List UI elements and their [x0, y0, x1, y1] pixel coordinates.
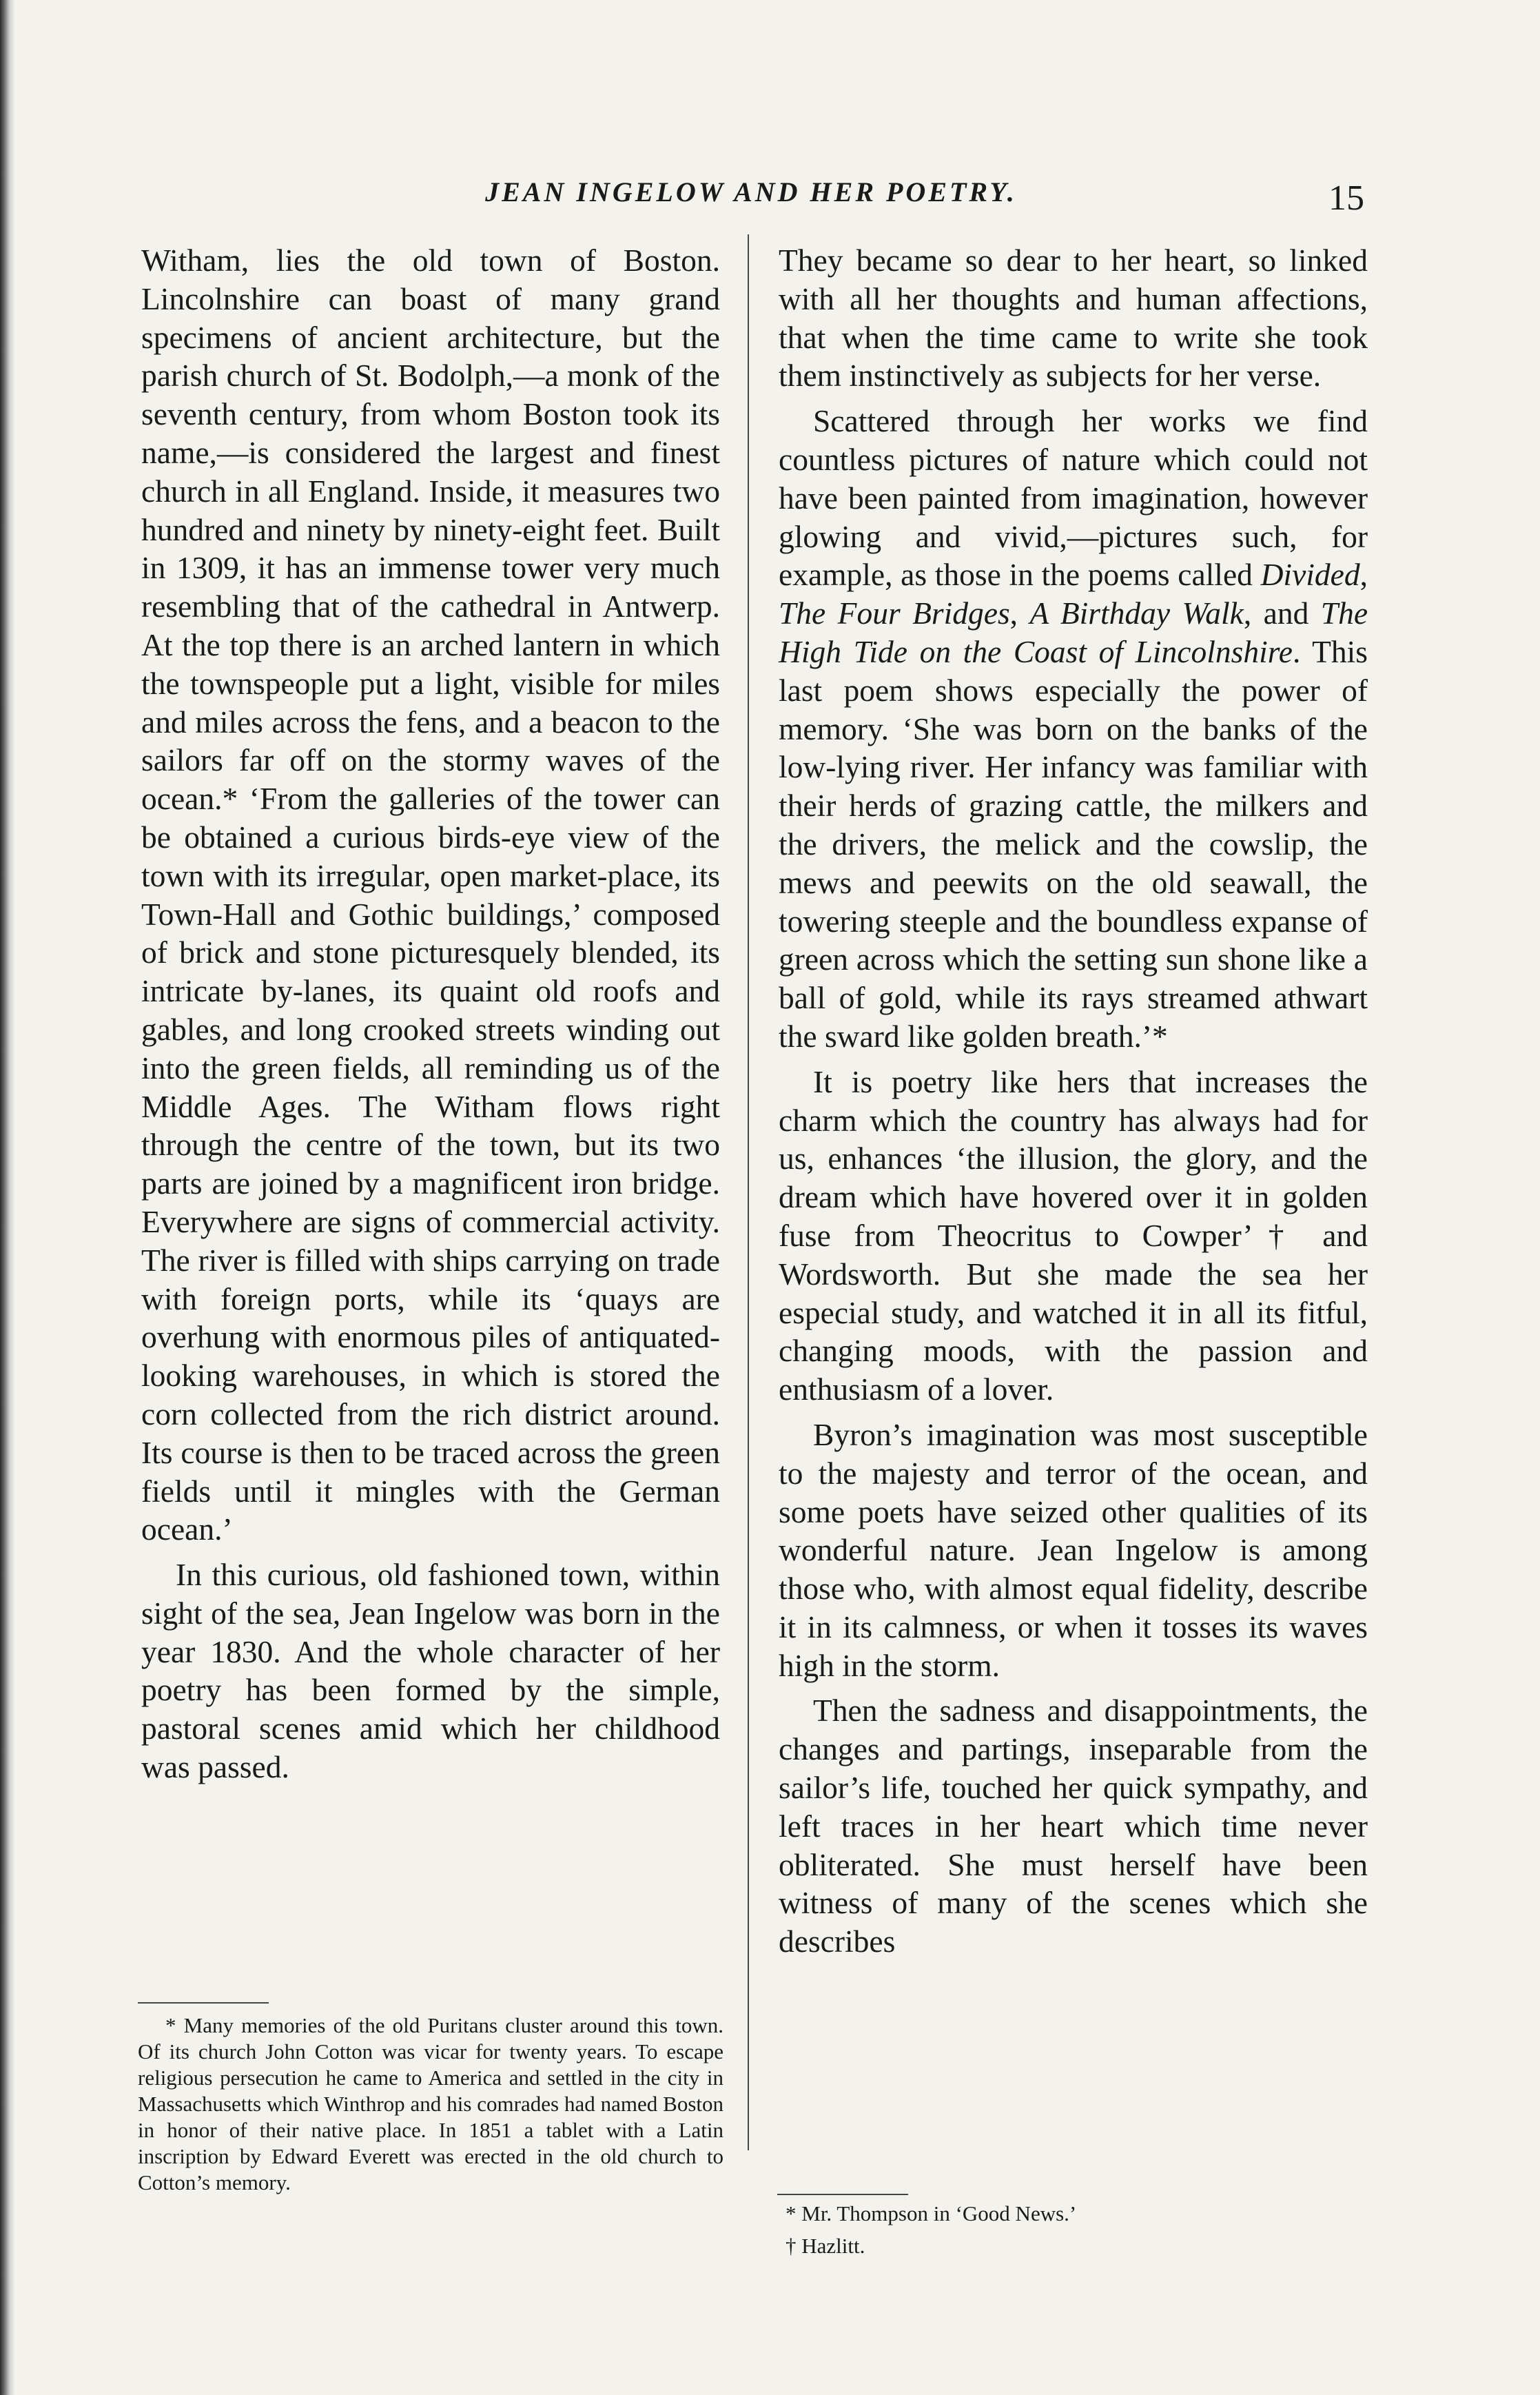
- right-paragraph-3: It is poetry like hers that increases the charm which the country has always had for us, enhances ‘the illusion, the glory, and the dream which have hovered over it in golden fuse from Theocritus to Cowper’† and Wordsworth. But she made the sea her especial study, and watched it in all its fitful, changing moods, with the passion and enthusiasm of a lover.: [779, 1063, 1368, 1407]
- paragraph-text: . This last poem shows especially the power of memory. ‘She was born on the banks of the low-lying river. Her infancy was familiar with their herds of grazing cattle, the milkers and the drivers, the melick and the cowslip, the mews and peewits on the old seawall, the towering steeple and the boundless expanse of green across which the setting sun shone like a ball of gold, while its rays streamed athwart the sward like golden breath.’*: [779, 633, 1368, 1054]
- right-paragraph-5: Then the sadness and disappointments, the changes and partings, inseparable from the sailor’s life, touched her quick sympathy, and left traces in her heart which time never obliterated. She must herself have been witness of many of the scenes which she describes: [779, 1693, 1368, 1959]
- page-number: 15: [1328, 179, 1364, 218]
- right-paragraph-2: [779, 402, 1368, 1056]
- column-divider: [748, 234, 749, 2150]
- footnote-rule-right: [777, 2194, 908, 2195]
- footnote-rule-left: [138, 2002, 269, 2004]
- left-column: [141, 241, 720, 1786]
- page-binding-edge: [0, 0, 15, 2395]
- running-header: JEAN INGELOW AND HER POETRY.: [485, 176, 1017, 207]
- footnote-right-2: † Hazlitt.: [786, 2234, 865, 2258]
- right-paragraph-1: They became so dear to her heart, so linked with all her thoughts and human affections, that when the time came to write she took them instinctively as subjects for her verse.: [779, 243, 1368, 394]
- separator: , and: [1243, 595, 1321, 631]
- poem-title-four-bridges: The Four Bridges: [779, 595, 1010, 631]
- poem-title-birthday-walk: A Birthday Walk: [1029, 595, 1244, 631]
- right-column: [779, 241, 1368, 1961]
- footnote-right-1: * Mr. Thompson in ‘Good News.’: [786, 2201, 1077, 2225]
- left-paragraph-2: In this curious, old fashioned town, within sight of the sea, Jean Ingelow was born in the year 1830. And the whole character of her poetry has been formed by the simple, pastoral scenes amid which her childhood was passed.: [141, 1557, 720, 1785]
- separator: ,: [1359, 557, 1368, 593]
- left-paragraph-1: Witham, lies the old town of Boston. Lincolnshire can boast of many grand specimens of ancient architecture, but the parish church of St. Bodolph,—a monk of the seventh century, from whom Boston took its name,—is considered the largest and finest church in all England. Inside, it measures two hundred and ninety by ninety-eight feet. Built in 1309, it has an immense tower very much resembling that of the cathedral in Antwerp. At the top there is an arched lantern in which the townspeople put a light, visible for miles and miles across the fens, and a beacon to the sailors far off on the stormy waves of the ocean.* ‘From the galleries of the tower can be obtained a curious birds-eye view of the town with its irregular, open market-place, its Town-Hall and Gothic buildings,’ composed of brick and stone picturesquely blended, its intricate by-lanes, its quaint old roofs and gables, and long crooked streets winding out into the green fields, all reminding us of the Middle Ages. The Witham flows right through the centre of the town, but its two parts are joined by a magnificent iron bridge. Everywhere are signs of commercial activity. The river is filled with ships carrying on trade with foreign ports, while its ‘quays are overhung with enormous piles of antiquated-looking warehouses, in which is stored the corn collected from the rich district around. Its course is then to be traced across the green fields until it mingles with the German ocean.’: [141, 243, 720, 1547]
- paragraph-text: Scattered through her works we find countless pictures of nature which could not have been painted from imagination, however glowing and vivid,—pictures such, for example, as those in the poems called: [779, 403, 1368, 593]
- poem-title-high-tide: The High Tide on the Coast of Lincolnshire: [779, 595, 1368, 669]
- right-paragraph-4: Byron’s imagination was most susceptible to the majesty and terror of the ocean, and some poets have seized other qualities of its wonderful nature. Jean Ingelow is among those who, with almost equal fidelity, describe it in its calmness, or when it tosses its waves high in the storm.: [779, 1416, 1368, 1683]
- poem-title-divided: Divided: [1260, 557, 1360, 593]
- separator: ,: [1009, 595, 1030, 631]
- footnote-left: * Many memories of the old Puritans cluster around this town. Of its church John Cotton was vicar for twenty years. To escape religious persecution he came to America and settled in the city in Massachusetts which Winthrop and his comrades had named Boston in honor of their native place. In 1851 a tablet with a Latin inscription by Edward Everett was erected in the old church to Cotton’s memory.: [138, 2013, 723, 2194]
